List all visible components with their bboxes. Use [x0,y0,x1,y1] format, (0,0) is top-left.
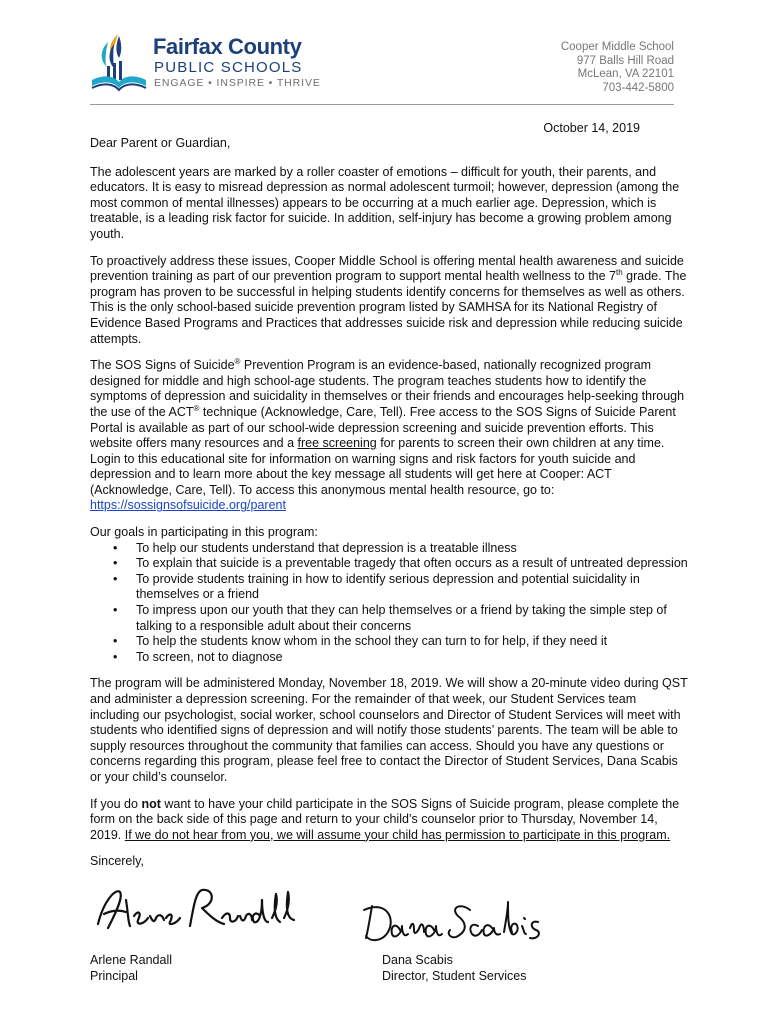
torch-book-logo-icon [88,30,150,96]
goal-item: • To help the students know whom in the school they can turn to for help, if they need it [90,634,688,650]
address-city: McLean, VA 22101 [577,68,674,80]
goal-item: • To help our students understand that depression is a treatable illness [90,541,688,557]
free-screening-text: free screening [297,436,377,451]
signer-block-director [382,953,527,984]
school-address [561,41,674,95]
logo-org-name: Fairfax County [153,34,302,59]
logo-org-sub: PUBLIC SCHOOLS [154,59,303,76]
logo-tagline: ENGAGE • INSPIRE • THRIVE [154,77,321,89]
paragraph-opt-out [90,797,688,844]
paragraph-sos [90,358,688,514]
paragraph-program-text-a: To proactively address these issues, Cooper Middle School is offering mental health awareness and suicide prevention training as part of our prevention program to support mental health wellness to the 7 [90,253,684,284]
registered-mark: ® [193,403,200,413]
paragraph-schedule: The program will be administered Monday, November 18, 2019. We will show a 20-minute video during QST and administer a depression screening. For the remainder of that week, our Student Services team including our psychologist, social worker, school counselors and Director of Student Services will meet with students who identified signs of depression and will notify those students’ parents. The team will be able to supply resources throughout the community that families can access. Should you have any questions or concerns regarding this program, please feel free to contact the Director of Student Services, Dana Scabis or your child’s counselor. [90,676,688,784]
signer-name: Dana Scabis [382,953,453,967]
header-divider [90,104,674,105]
registered-mark: ® [234,356,241,366]
paragraph-program [90,254,688,348]
letter-date: October 14, 2019 [543,121,640,135]
salutation: Dear Parent or Guardian, [90,136,231,150]
permission-notice: If we do not hear from you, we will assume your child has permission to participate in this program. [124,827,671,842]
fcps-logo [88,30,328,98]
paragraph-sos-text-d: for parents to screen their own children at any time. Login to this educational site for information on warning signs and risk factors for youth suicide and depression and to learn more about the key message all students will get here at Cooper: ACT (Acknowledge, Care, Tell). To access this anonymous mental health resource, go to: [90,436,665,497]
parent-portal-link[interactable]: https://sossignsofsuicide.org/parent [90,498,286,513]
signer-title: Director, Student Services [382,968,527,983]
ordinal-suffix: th [616,268,623,277]
goal-item: • To screen, not to diagnose [90,650,688,666]
paragraph-opt-out-text-a: If you do [90,796,142,811]
paragraph-intro: The adolescent years are marked by a roller coaster of emotions – difficult for youth, their parents, and educators. It is easy to misread depression as normal adolescent turmoil; however, depression (among the most common of mental illnesses) appears to be occurring at a much earlier age. Depression, which is treatable, is a leading risk factor for suicide. In addition, self-injury has become a growing problem among youth. [90,164,680,241]
signature-arlene-randall [90,880,300,940]
letter-body [90,136,688,881]
closing: Sincerely, [90,854,144,869]
goal-item: • To explain that suicide is a preventable tragedy that often occurs as a result of untreated depression [90,556,688,572]
goal-item: • To provide students training in how to identify serious depression and potential suicidality in themselves or a friend [90,572,688,603]
paragraph-sos-text-c: technique (Acknowledge, Care, Tell). Free access to the SOS Signs of Suicide Parent Portal is available as part of our school-wide depression screening and suicide prevention efforts. This website offers many resources and a [90,404,676,451]
signer-block-principal [90,953,172,984]
paragraph-sos-text-a: The SOS Signs of Suicide [90,358,235,373]
goals-intro: Our goals in participating in this program: [90,525,318,540]
address-phone: 703-442-5800 [602,81,674,94]
paragraph-opt-out-text-b: want to have your child participate in the SOS Signs of Suicide program, please complete the form on the back side of this page and return to your child’s counselor prior to Thursday, November 14, 2019. [90,796,680,842]
paragraph-sos-text-b: Prevention Program is an evidence-based, nationally recognized program designed for middle and high school-age students. The program teaches students how to identify the symptoms of depression and suicidality in themselves or their friends and encourages help-seeking through the use of the ACT [90,358,685,419]
address-street: 977 Balls Hill Road [576,54,674,67]
address-school: Cooper Middle School [560,41,674,53]
goal-item: • To impress upon our youth that they can help themselves or a friend by taking the simple step of talking to a responsible adult about their concerns [90,603,688,634]
paragraph-program-text-b: grade. The program has proven to be successful in helping students identify concerns for themselves as well as others. This is the only school-based suicide prevention program listed by SAMHSA for its National Registry of Evidence Based Programs and Practices that addresses suicide risk and depression while reducing suicide attempts. [90,269,687,346]
goals-list [90,541,688,666]
signature-dana-scabis [362,892,552,948]
emphasis-not: not [141,796,161,811]
signer-title: Principal [90,968,138,983]
signer-name: Arlene Randall [90,953,172,967]
